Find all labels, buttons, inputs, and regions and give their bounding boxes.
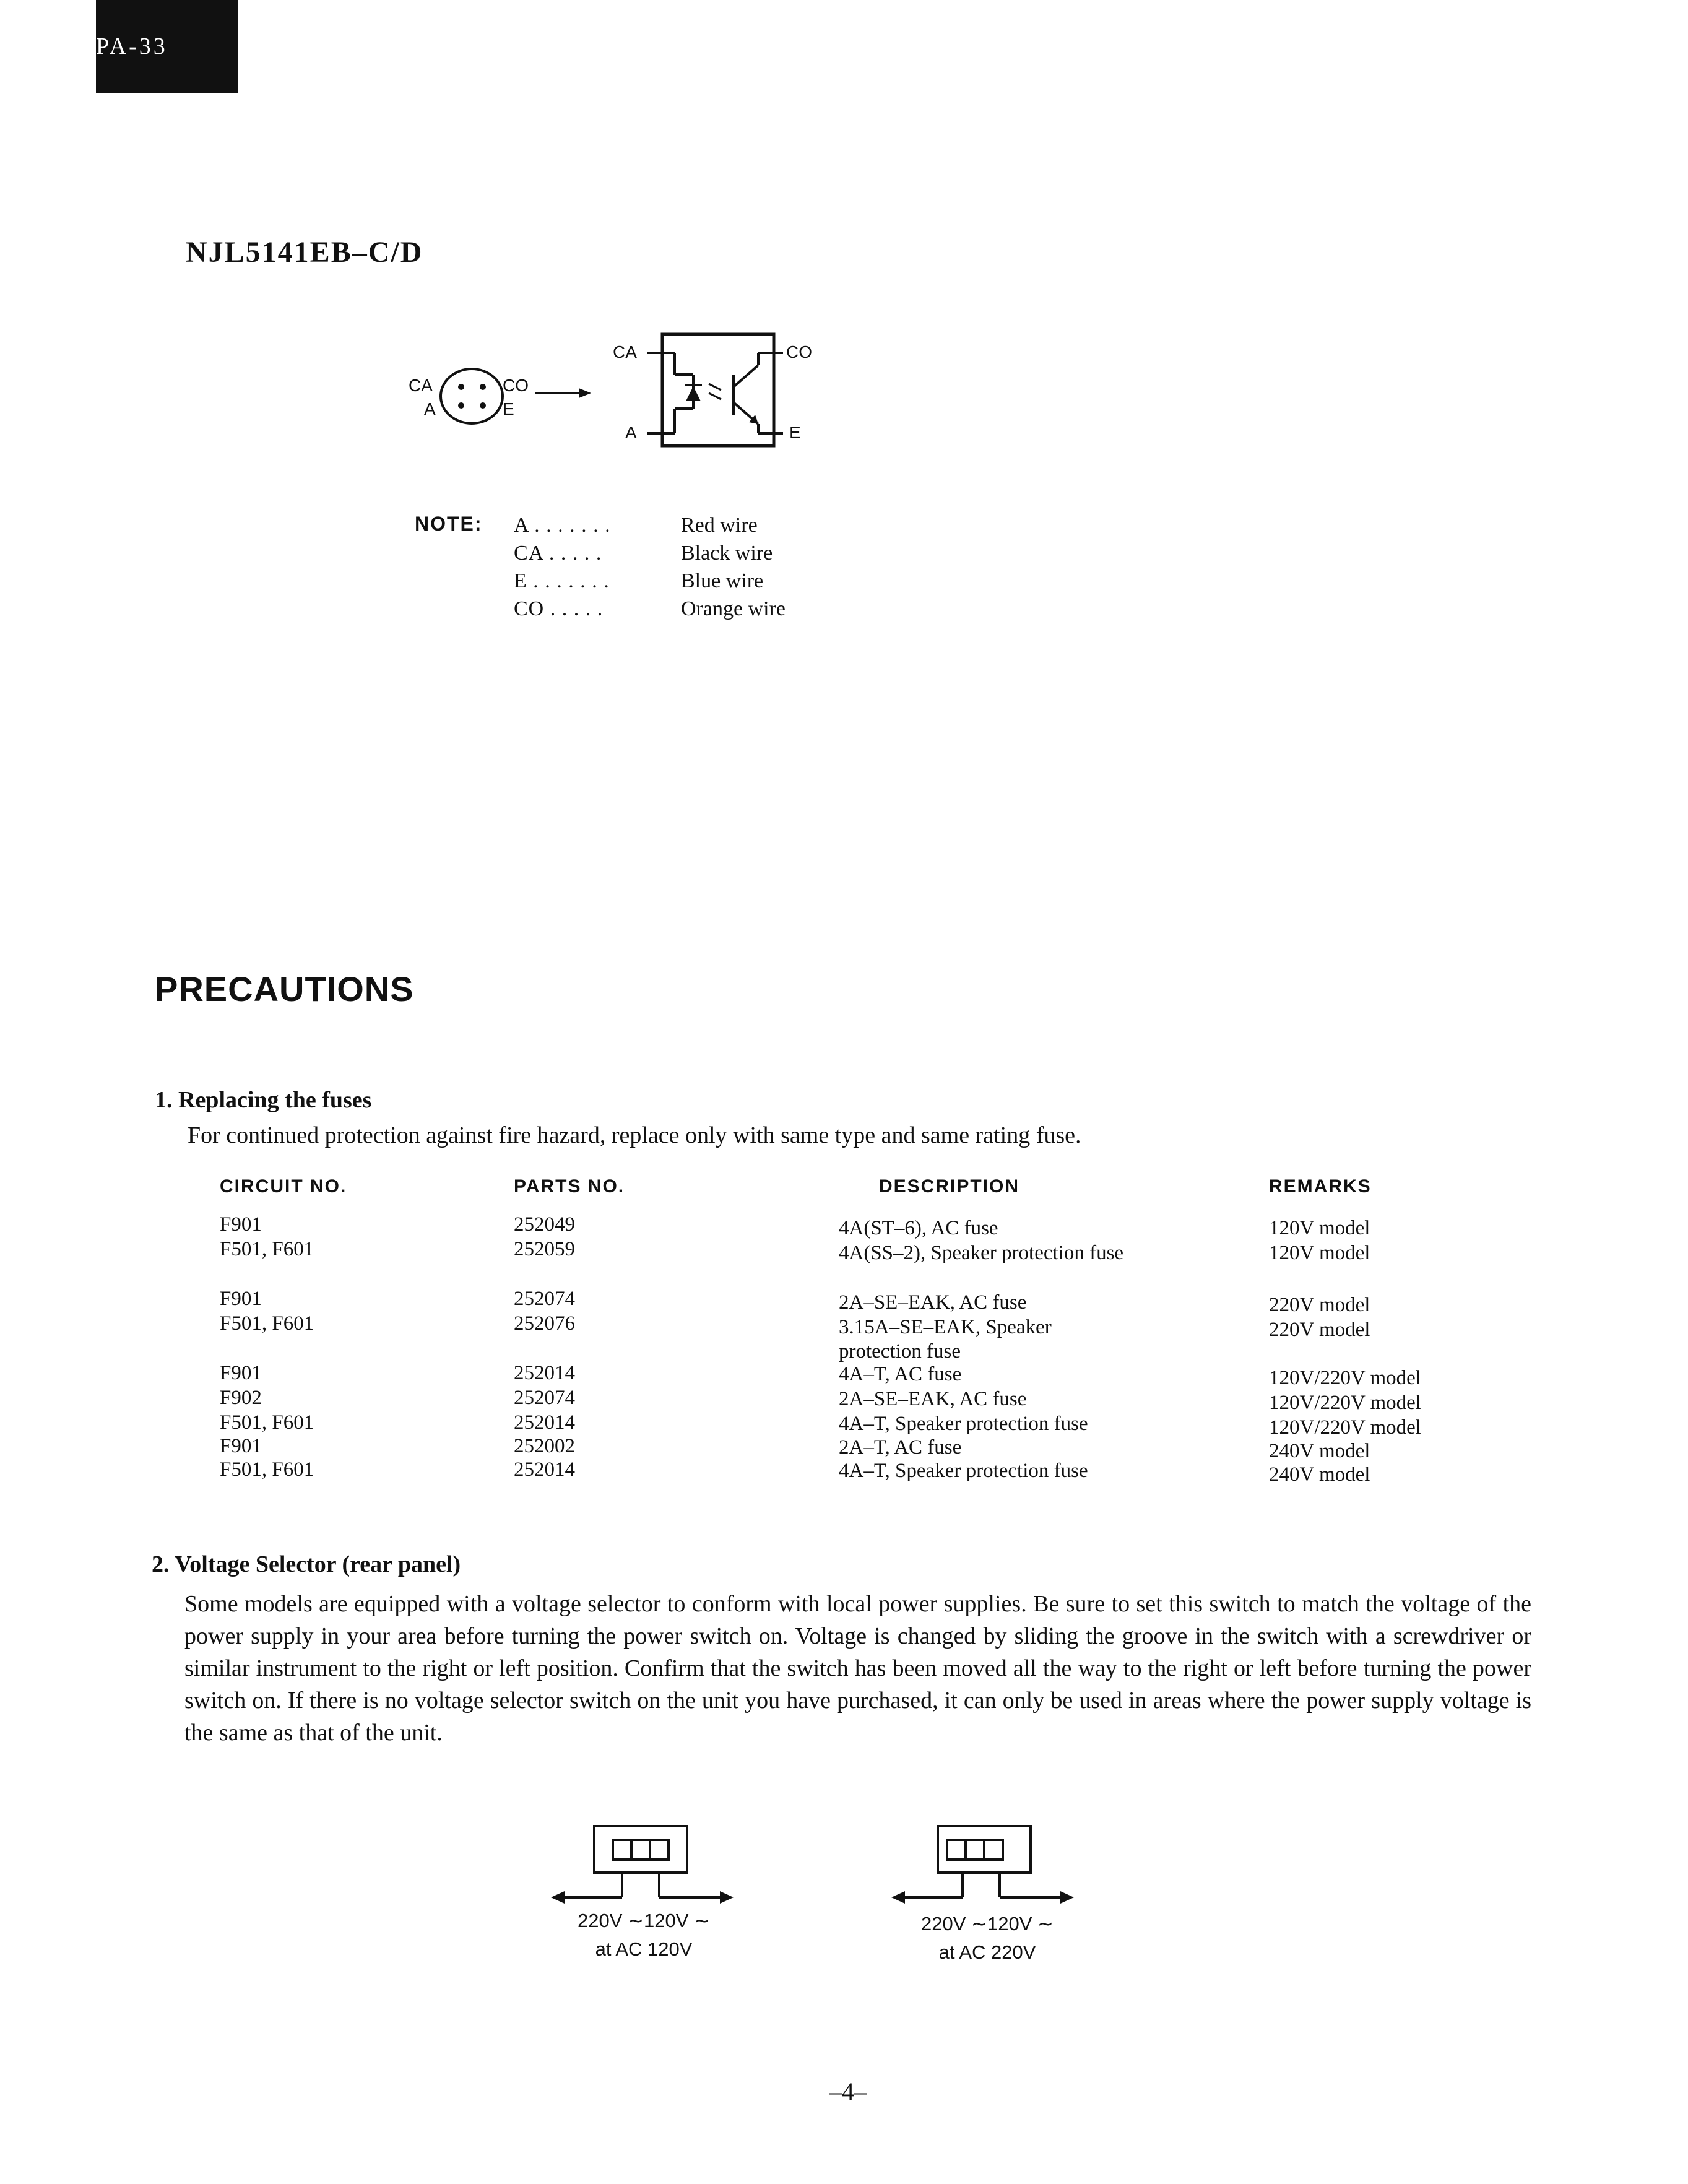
- cell-circuit: F901: [220, 1288, 262, 1310]
- cell-part: 252002: [514, 1435, 575, 1457]
- item1-body: For continued protection against fire hazard, replace only with same type and same rating fuse.: [188, 1122, 1081, 1148]
- cell-circuit: F901: [220, 1362, 262, 1384]
- section-heading: PRECAUTIONS: [155, 969, 414, 1008]
- cell-description: 4A–T, Speaker protection fuse: [839, 1413, 1088, 1435]
- cell-circuit: F501, F601: [220, 1312, 314, 1335]
- cell-remarks: 120V/220V model: [1269, 1392, 1421, 1414]
- table-row: [220, 1312, 1495, 1361]
- cell-part: 252076: [514, 1312, 575, 1335]
- note-row: [514, 511, 786, 539]
- table-row: [220, 1287, 1495, 1316]
- voltage-switch-220v-diagram: [885, 1820, 1083, 1907]
- table-row: [220, 1237, 1495, 1287]
- item2-body: Some models are equipped with a voltage selector to conform with local power supplies. Be sure to set this switch to match the voltage of the power supply in your area before turning the power switch on. Voltage is changed by sliding the groove in the switch with a screwdriver or similar instrument to the right or left position. Confirm that the switch has been moved all the way to the right or left before turning the power switch on. If there is no voltage selector switch on the unit you have purchased, it can only be used in areas where the power supply voltage is the same as that of the unit.: [184, 1591, 1531, 1746]
- part-title: NJL5141EB–C/D: [186, 236, 423, 269]
- cell-description: 4A–T, AC fuse: [839, 1363, 962, 1385]
- connector-label-ca: CA: [409, 376, 433, 395]
- note-value: Blue wire: [681, 570, 764, 592]
- arrow-head: [579, 388, 591, 398]
- cell-part: 252014: [514, 1362, 575, 1384]
- table-header: PARTS NO.: [514, 1176, 625, 1197]
- note-value: Red wire: [681, 514, 758, 537]
- switch-label-120v: [539, 1907, 749, 1964]
- note-value: Black wire: [681, 542, 773, 565]
- cell-circuit: F501, F601: [220, 1238, 314, 1260]
- cell-part: 252014: [514, 1458, 575, 1481]
- cell-description: 2A–T, AC fuse: [839, 1436, 962, 1458]
- page-tab: [96, 0, 238, 93]
- cell-description: 4A(SS–2), Speaker protection fuse: [839, 1242, 1124, 1264]
- cell-remarks: 220V model: [1269, 1319, 1370, 1341]
- switch-label-220v: [882, 1910, 1093, 1967]
- page-tab-label: PA-33: [96, 33, 168, 59]
- cell-part: 252059: [514, 1238, 575, 1260]
- table-row: [220, 1213, 1495, 1237]
- cell-circuit: F901: [220, 1435, 262, 1457]
- cell-part: 252074: [514, 1387, 575, 1409]
- cell-circuit: F901: [220, 1213, 262, 1236]
- table-header-row: [220, 1174, 1495, 1213]
- note-key: A . . . . . . .: [514, 514, 611, 537]
- cell-description: 2A–SE–EAK, AC fuse: [839, 1388, 1027, 1410]
- table-header: DESCRIPTION: [879, 1176, 1020, 1197]
- photocoupler-diagram: [396, 322, 842, 470]
- pin-dot: [458, 402, 464, 409]
- cell-remarks: 240V model: [1269, 1440, 1370, 1462]
- voltage-switch-120v-diagram: [545, 1820, 743, 1907]
- switch-voltages: 220V ∼120V ∼: [921, 1913, 1054, 1935]
- cell-part: 252074: [514, 1288, 575, 1310]
- connector-label-co: CO: [503, 376, 529, 395]
- table-header: CIRCUIT NO.: [220, 1176, 347, 1197]
- cell-remarks: 240V model: [1269, 1463, 1370, 1486]
- connector-label-e: E: [503, 399, 514, 418]
- pin-dot: [458, 384, 464, 390]
- pin-dot: [480, 402, 486, 409]
- cell-description: 2A–SE–EAK, AC fuse: [839, 1291, 1027, 1314]
- connector-label-a: A: [424, 399, 436, 418]
- table-row: [220, 1386, 1495, 1414]
- cell-description: 4A–T, Speaker protection fuse: [839, 1460, 1088, 1482]
- note-row: [514, 539, 786, 567]
- pin-dot: [480, 384, 486, 390]
- cell-remarks: 120V/220V model: [1269, 1367, 1421, 1389]
- page-number: –4–: [829, 2078, 867, 2105]
- cell-remarks: 220V model: [1269, 1294, 1370, 1316]
- schematic-label-e: E: [789, 423, 801, 442]
- cell-circuit: F501, F601: [220, 1458, 314, 1481]
- note-key: CA . . . . .: [514, 542, 602, 565]
- note-row: [514, 567, 786, 595]
- cell-remarks: 120V model: [1269, 1217, 1370, 1239]
- connector-outline: [441, 369, 503, 423]
- schematic-label-co: CO: [786, 342, 812, 362]
- item2-title: 2. Voltage Selector (rear panel): [152, 1551, 461, 1577]
- schematic-label-a: A: [625, 423, 637, 442]
- switch-setting: at AC 220V: [938, 1941, 1036, 1963]
- note-key: E . . . . . . .: [514, 570, 610, 592]
- note-value: Orange wire: [681, 597, 786, 620]
- cell-circuit: F501, F601: [220, 1411, 314, 1434]
- table-row: [220, 1458, 1495, 1486]
- diode-symbol: [686, 386, 701, 401]
- item1-title: 1. Replacing the fuses: [155, 1087, 372, 1113]
- note-label: NOTE:: [415, 513, 483, 535]
- cell-remarks: 120V model: [1269, 1242, 1370, 1264]
- cell-part: 252049: [514, 1213, 575, 1236]
- fuse-table: [220, 1174, 1495, 1486]
- switch-voltages: 220V ∼120V ∼: [578, 1910, 710, 1931]
- cell-part: 252014: [514, 1411, 575, 1434]
- cell-circuit: F902: [220, 1387, 262, 1409]
- cell-remarks: 120V/220V model: [1269, 1416, 1421, 1439]
- cell-description: 4A(ST–6), AC fuse: [839, 1217, 998, 1239]
- table-row: [220, 1361, 1495, 1389]
- cell-description: 3.15A–SE–EAK, Speaker protection fuse: [839, 1316, 1052, 1363]
- schematic-label-ca: CA: [613, 342, 637, 362]
- note-legend: [514, 511, 786, 623]
- note-row: [514, 595, 786, 623]
- table-row: [220, 1411, 1495, 1439]
- table-row: [220, 1434, 1495, 1462]
- table-header: REMARKS: [1269, 1176, 1372, 1197]
- switch-setting: at AC 120V: [595, 1938, 693, 1960]
- note-key: CO . . . . .: [514, 597, 604, 620]
